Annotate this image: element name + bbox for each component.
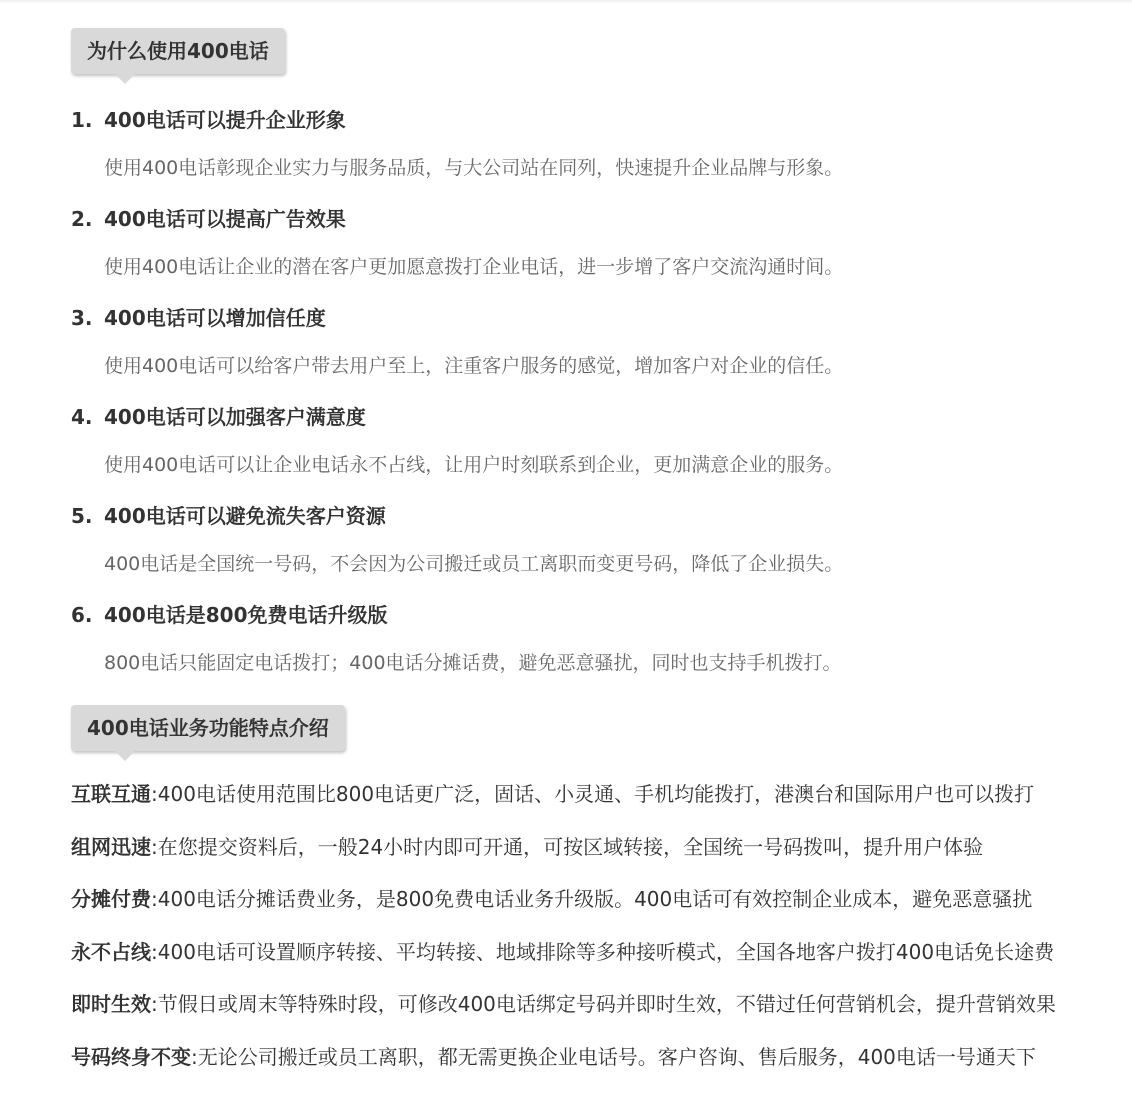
- section-heading-features: 400电话业务功能特点介绍: [71, 705, 345, 751]
- feature-item: [71, 978, 1121, 1031]
- reasons-list: [71, 100, 1111, 694]
- reason-number: 2.: [71, 207, 93, 231]
- feature-text: :节假日或周末等特殊时段，可修改400电话绑定号码并即时生效，不错过任何营销机会，提升营销效果: [151, 992, 1056, 1017]
- reason-item: [71, 595, 1111, 694]
- feature-label: 永不占线: [71, 939, 151, 964]
- reason-description: 使用400电话让企业的潜在客户更加愿意拨打企业电话，进一步增了客户交流沟通时间。: [104, 256, 844, 278]
- reason-title-text: 400电话可以避免流失客户资源: [104, 504, 386, 528]
- feature-text: :400电话可设置顺序转接、平均转接、地域排除等多种接听模式，全国各地客户拨打400电话免长途费: [151, 939, 1055, 964]
- reason-title: [71, 298, 1111, 338]
- reason-description: 800电话只能固定电话拨打；400电话分摊话费，避免恶意骚扰，同时也支持手机拨打。: [104, 652, 842, 674]
- reason-title: [71, 397, 1111, 437]
- feature-text: :400电话分摊话费业务，是800免费电话业务升级版。400电话可有效控制企业成本，避免恶意骚扰: [151, 887, 1033, 912]
- feature-item: [71, 768, 1121, 821]
- reason-title-text: 400电话是800免费电话升级版: [104, 603, 388, 627]
- reason-number: 3.: [71, 306, 93, 330]
- feature-label: 互联互通: [71, 782, 151, 806]
- reason-description: 使用400电话可以让企业电话永不占线，让用户时刻联系到企业，更加满意企业的服务。: [104, 454, 844, 476]
- reason-number: 4.: [71, 405, 93, 429]
- feature-item: [71, 1031, 1121, 1084]
- feature-label: 号码终身不变: [71, 1044, 191, 1069]
- reason-title: [71, 595, 1111, 635]
- feature-item: [71, 873, 1121, 926]
- reason-title-text: 400电话可以增加信任度: [104, 306, 326, 330]
- reason-description: 400电话是全国统一号码，不会因为公司搬迁或员工离职而变更号码，降低了企业损失。: [104, 553, 844, 575]
- reason-title: [71, 100, 1111, 140]
- reason-item: [71, 199, 1111, 298]
- section-heading-why: 为什么使用400电话: [71, 28, 285, 74]
- reason-description: 使用400电话彰现企业实力与服务品质，与大公司站在同列，快速提升企业品牌与形象。: [104, 157, 844, 179]
- reason-number: 5.: [71, 504, 93, 528]
- reason-title-text: 400电话可以加强客户满意度: [104, 405, 366, 429]
- reason-title-text: 400电话可以提高广告效果: [104, 207, 346, 231]
- feature-text: :400电话使用范围比800电话更广泛，固话、小灵通、手机均能拨打，港澳台和国际用户也可以拨打: [151, 782, 1035, 806]
- reason-title: [71, 496, 1111, 536]
- reason-number: 6.: [71, 603, 93, 627]
- feature-text: :无论公司搬迁或员工离职，都无需更换企业电话号。客户咨询、售后服务，400电话一号通天下: [191, 1044, 1036, 1069]
- reason-item: [71, 100, 1111, 199]
- feature-label: 分摊付费: [71, 887, 151, 912]
- reason-item: [71, 496, 1111, 595]
- reason-item: [71, 397, 1111, 496]
- feature-text: :在您提交资料后，一般24小时内即可开通，可按区域转接，全国统一号码拨叫，提升用户体验: [151, 834, 984, 859]
- feature-item: [71, 926, 1121, 979]
- feature-item: [71, 821, 1121, 874]
- top-divider: [0, 0, 1132, 4]
- reason-title-text: 400电话可以提升企业形象: [104, 108, 346, 132]
- reason-item: [71, 298, 1111, 397]
- reason-number: 1.: [71, 108, 93, 132]
- reason-description: 使用400电话可以给客户带去用户至上，注重客户服务的感觉，增加客户对企业的信任。: [104, 355, 844, 377]
- features-list: [71, 768, 1121, 1084]
- feature-label: 组网迅速: [71, 834, 151, 859]
- reason-title: [71, 199, 1111, 239]
- feature-label: 即时生效: [71, 992, 151, 1017]
